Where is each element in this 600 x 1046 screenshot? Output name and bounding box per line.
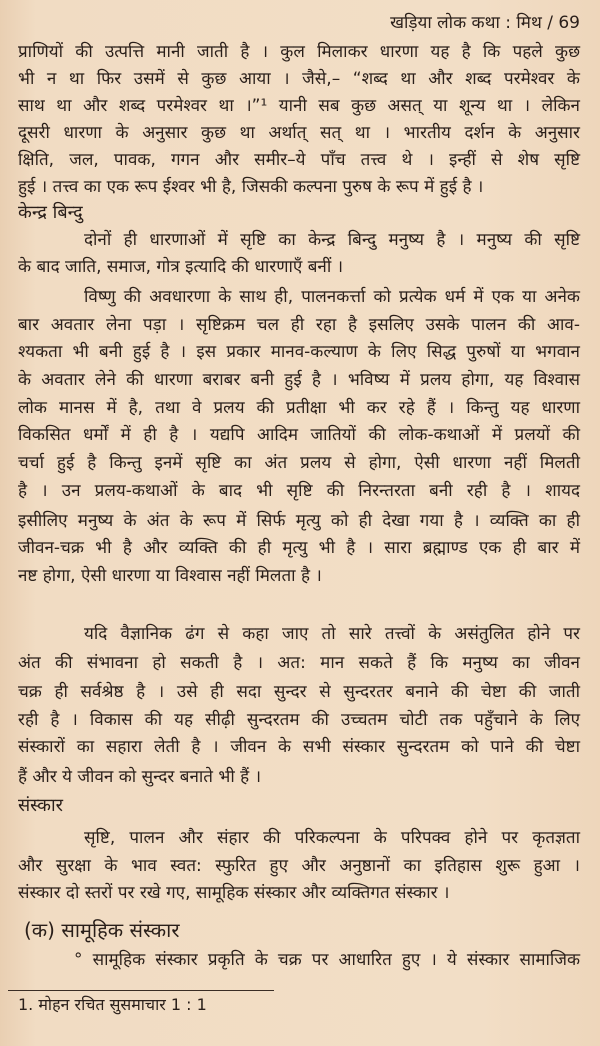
text-line: के अवतार लेने की धारणा बराबर बनी हुई है । भविष्य में प्रलय होगा, यह विश्वास xyxy=(18,370,580,390)
text-line: ° सामूहिक संस्कार प्रकृति के चक्र पर आधारित हुए । ये संस्कार सामाजिक xyxy=(74,950,580,970)
section-heading: संस्कार xyxy=(18,795,64,816)
text-line: जीवन-चक्र भी है और व्यक्ति की ही मृत्यु भी है । सारा ब्रह्माण्ड एक ही बार में xyxy=(18,538,580,558)
text-line: संस्कार दो स्तरों पर रखे गए, सामूहिक संस्कार और व्यक्तिगत संस्कार । xyxy=(18,883,450,903)
text-line: श्यकता भी बनी हुई है । इस प्रकार मानव-कल्याण के लिए सिद्ध पुरुषों या भगवान xyxy=(18,342,580,362)
text-line: दोनों ही धारणाओं में सृष्टि का केन्द्र बिन्दु मनुष्य है । मनुष्य की सृष्टि xyxy=(84,230,580,250)
text-line: साथ था और शब्द परमेश्वर था ।”¹ यानी सब कुछ असत् या शून्य था । लेकिन xyxy=(18,96,580,116)
text-line: विकसित धर्मों में ही है । यद्यपि आदिम जातियों की लोक-कथाओं में प्रलयों की xyxy=(18,425,580,445)
subsection-heading: (क) सामूहिक संस्कार xyxy=(24,918,180,942)
section-heading: केन्द्र बिन्दु xyxy=(18,202,83,223)
running-header: खड़िया लोक कथा : मिथ / 69 xyxy=(390,13,580,33)
text-line: विष्णु की अवधारणा के साथ ही, पालनकर्त्ता को प्रत्येक धर्म में एक या अनेक xyxy=(84,287,580,307)
text-line: और सुरक्षा के भाव स्वत: स्फुरित हुए और अनुष्ठानों का इतिहास शुरू हुआ । xyxy=(18,856,580,876)
text-line: के बाद जाति, समाज, गोत्र इत्यादि की धारणाएँ बनीं । xyxy=(18,257,344,277)
text-line: रही है । विकास की यह सीढ़ी सुन्दरतम की उच्चतम चोटी तक पहुँचाने के लिए xyxy=(18,710,580,730)
text-line: हैं और ये जीवन को सुन्दर बनाते भी हैं । xyxy=(18,767,262,787)
text-line: बार अवतार लेना पड़ा । सृष्टिक्रम चल ही रहा है इसलिए उसके पालन की आव- xyxy=(18,315,580,335)
text-line: यदि वैज्ञानिक ढंग से कहा जाए तो सारे तत्त्वों के असंतुलित होने पर xyxy=(84,624,580,644)
text-line: अंत की संभावना हो सकती है । अत: मान सकते हैं कि मनुष्य का जीवन xyxy=(18,653,580,673)
text-line: क्षिति, जल, पावक, गगन और समीर–ये पाँच तत्त्व थे । इन्हीं से शेष सृष्टि xyxy=(18,150,580,170)
text-line: सृष्टि, पालन और संहार की परिकल्पना के परिपक्व होने पर कृतज्ञता xyxy=(84,828,580,848)
text-line: चर्चा हुई है किन्तु इनमें सृष्टि का अंत प्रलय से होगा, ऐसी धारणा नहीं मिलती xyxy=(18,453,580,473)
text-line: संस्कारों का सहारा लेती है । जीवन के सभी संस्कार सुन्दरतम को पाने की चेष्टा xyxy=(18,737,580,757)
text-line: है । उन प्रलय-कथाओं के बाद भी सृष्टि की निरन्तरता बनी रही है । शायद xyxy=(18,481,580,501)
text-line: हुई । तत्त्व का एक रूप ईश्वर भी है, जिसकी कल्पना पुरुष के रूप में हुई है । xyxy=(18,177,484,197)
text-line: नष्ट होगा, ऐसी धारणा या विश्वास नहीं मिलता है । xyxy=(18,566,322,586)
text-line: दूसरी धारणा के अनुसार कुछ था अर्थात् सत् था । भारतीय दर्शन के अनुसार xyxy=(18,123,580,143)
footnote: 1. मोहन रचित सुसमाचार 1 : 1 xyxy=(18,995,207,1014)
footnote-divider xyxy=(8,990,274,991)
text-line: इसीलिए मनुष्य के अंत के रूप में सिर्फ मृत्यु को ही देखा गया है । व्यक्ति का ही xyxy=(18,511,580,531)
text-line: भी न था फिर उसमें से कुछ आया । जैसे,– “शब्द था और शब्द परमेश्वर के xyxy=(18,69,580,89)
text-line: लोक मानस में है, तथा वे प्रलय की प्रतीक्षा भी कर रहे हैं । किन्तु यह धारणा xyxy=(18,398,580,418)
text-line: चक्र ही सर्वश्रेष्ठ है । उसे ही सदा सुन्दर से सुन्दरतर बनाने की चेष्टा की जाती xyxy=(18,682,580,702)
text-line: प्राणियों की उत्पत्ति मानी जाती है । कुल मिलाकर धारणा यह है कि पहले कुछ xyxy=(18,42,580,62)
